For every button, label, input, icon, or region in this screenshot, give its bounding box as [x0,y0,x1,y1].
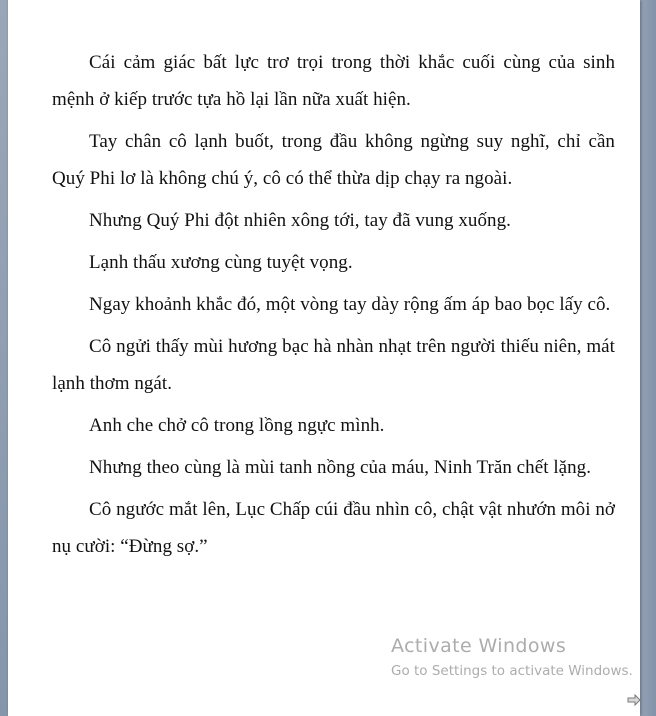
scroll-edge [640,0,656,716]
resize-arrow-icon [626,694,642,706]
paragraph-5: Ngay khoảnh khắc đó, một vòng tay dày rộng ấm áp bao bọc lấy cô. [89,294,611,315]
paragraph-8: Nhưng theo cùng là mùi tanh nồng của máu, Ninh Trăn chết lặng. [89,457,592,478]
paragraph-9: Cô ngước mắt lên, Lục Chấp cúi đầu nhìn cô, chật vật nhướn môi nở nụ cười: “Đừng sợ.” [52,499,615,557]
watermark-subtitle: Go to Settings to activate Windows. [391,663,633,679]
paragraph-1: Cái cảm giác bất lực trơ trọi trong thời khắc cuối cùng của sinh mệnh ở kiếp trước tựa hồ lại lần nữa xuất hiện. [52,52,615,110]
paragraph-6: Cô ngửi thấy mùi hương bạc hà nhàn nhạt trên người thiếu niên, mát lạnh thơm ngát. [52,336,615,394]
paragraph-4: Lạnh thấu xương cùng tuyệt vọng. [89,252,353,273]
paragraph-3: Nhưng Quý Phi đột nhiên xông tới, tay đã vung xuống. [89,210,511,231]
paragraph-7: Anh che chở cô trong lồng ngực mình. [89,415,385,436]
watermark-title: Activate Windows [391,635,567,657]
document-page[interactable] [8,0,640,716]
page-content [52,44,615,570]
paragraph-2: Tay chân cô lạnh buốt, trong đầu không ngừng suy nghĩ, chỉ cần Quý Phi lơ là không chú ý, cô có thể thừa dịp chạy ra ngoài. [52,131,615,189]
